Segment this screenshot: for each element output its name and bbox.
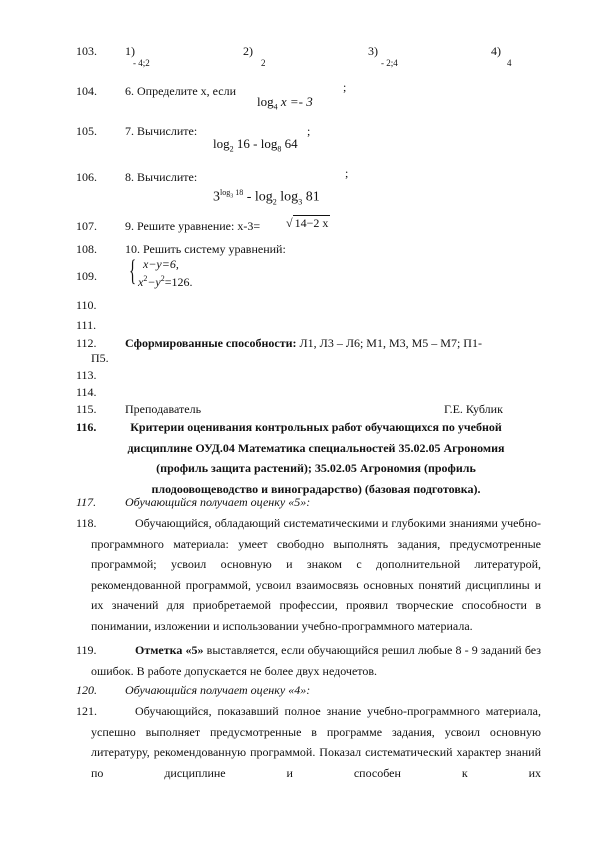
grade-5-rule: Отметка «5» выставляется, если обучающийся решил любые 8 - 9 заданий без ошибок. В работе допускается не более двух недочетов. [91,643,541,678]
question-text: 9. Решите уравнение: x-3= [125,219,261,233]
item-number: 104. [76,84,97,98]
formula: $\log_2 16 - \log_8 64$ [213,136,298,154]
abilities-line: Сформированные способности: Л1, Л3 – Л6; М1, М3, М5 – М7; П1- [125,336,482,350]
item-number: 105. [76,124,97,138]
option-1-value: - 4;2 [133,58,150,68]
item-number: 116. [76,420,97,434]
grade-4-description: Обучающийся, показавший полное знание учебно-программного материала, успешно выполняет предусмотренные в программе задания, усвоил основную литературу, рекомендованную программой. Показал систематический характер знаний по дисциплине и способен к их [91,704,541,780]
criteria-heading: Критерии оценивания контрольных работ обучающихся по учебной дисциплине ОУД.04 Математика специальностей 35.02.05 Агрономия (профиль защита растений); 35.02.05 Агрономия (профиль плодоовощеводство и виноградарство) (базовая подготовка). [127,420,505,496]
item-number: 117. [76,495,97,509]
question-text: 8. Вычислите: [125,170,198,184]
system-equation-1: x−y=6, [143,257,179,271]
formula: $\log_4 x =- 3$ [257,94,313,112]
question-text: 7. Вычислите: [125,124,198,138]
item-number: 118. [76,516,97,530]
item-number: 109. [76,269,97,283]
item-number: 121. [76,704,97,718]
item-number: 106. [76,170,97,184]
option-3-value: - 2;4 [381,58,398,68]
grade-5-heading: Обучающийся получает оценку «5»: [125,495,311,509]
option-3-label: 3) [368,44,378,58]
item-number: 115. [76,402,97,416]
teacher-name: Г.Е. Кублик [444,402,503,416]
question-text: 10. Решить систему уравнений: [125,242,286,256]
system-equation-2: $x^2-y^2=126$. [138,274,193,289]
item-number: 120. [76,683,97,697]
item-number: 111. [76,318,97,332]
option-4-label: 4) [491,44,501,58]
radical-formula: √ 14−2 x [286,216,329,230]
abilities-continuation: П5. [91,351,109,365]
item-number: 110. [76,298,97,312]
item-number: 103. [76,44,97,58]
option-2-value: 2 [261,58,266,68]
option-2-label: 2) [243,44,253,58]
semicolon: ; [345,166,349,180]
question-text: 6. Определите x, если [125,84,237,98]
teacher-label: Преподаватель [125,402,202,416]
item-number: 113. [76,368,97,382]
formula: $3^{log_3 18} - \log_2 \log_3 81$ [213,188,320,207]
item-number: 108. [76,242,97,256]
semicolon: ; [343,80,347,94]
item-number: 119. [76,643,97,657]
grade-4-heading: Обучающийся получает оценку «4»: [125,683,311,697]
item-number: 114. [76,385,97,399]
item-number: 107. [76,219,97,233]
option-4-value: 4 [507,58,512,68]
grade-5-description: Обучающийся, обладающий систематическими и глубокими знаниями учебно-программного материала: умеет свободно выполнять задания, предусмотренные программой; усвоил основную и знаком с дополнительной литературой, рекомендованной программой, усвоил взаимосвязь основных понятий дисциплины и их значений для приобретаемой профессии, проявил творческие способности в понимании, изложении и использовании учебно-программного материала. [91,516,541,633]
brace-icon: { [129,254,137,287]
semicolon: ; [307,124,311,138]
item-number: 112. [76,336,97,350]
option-1-label: 1) [125,44,135,58]
